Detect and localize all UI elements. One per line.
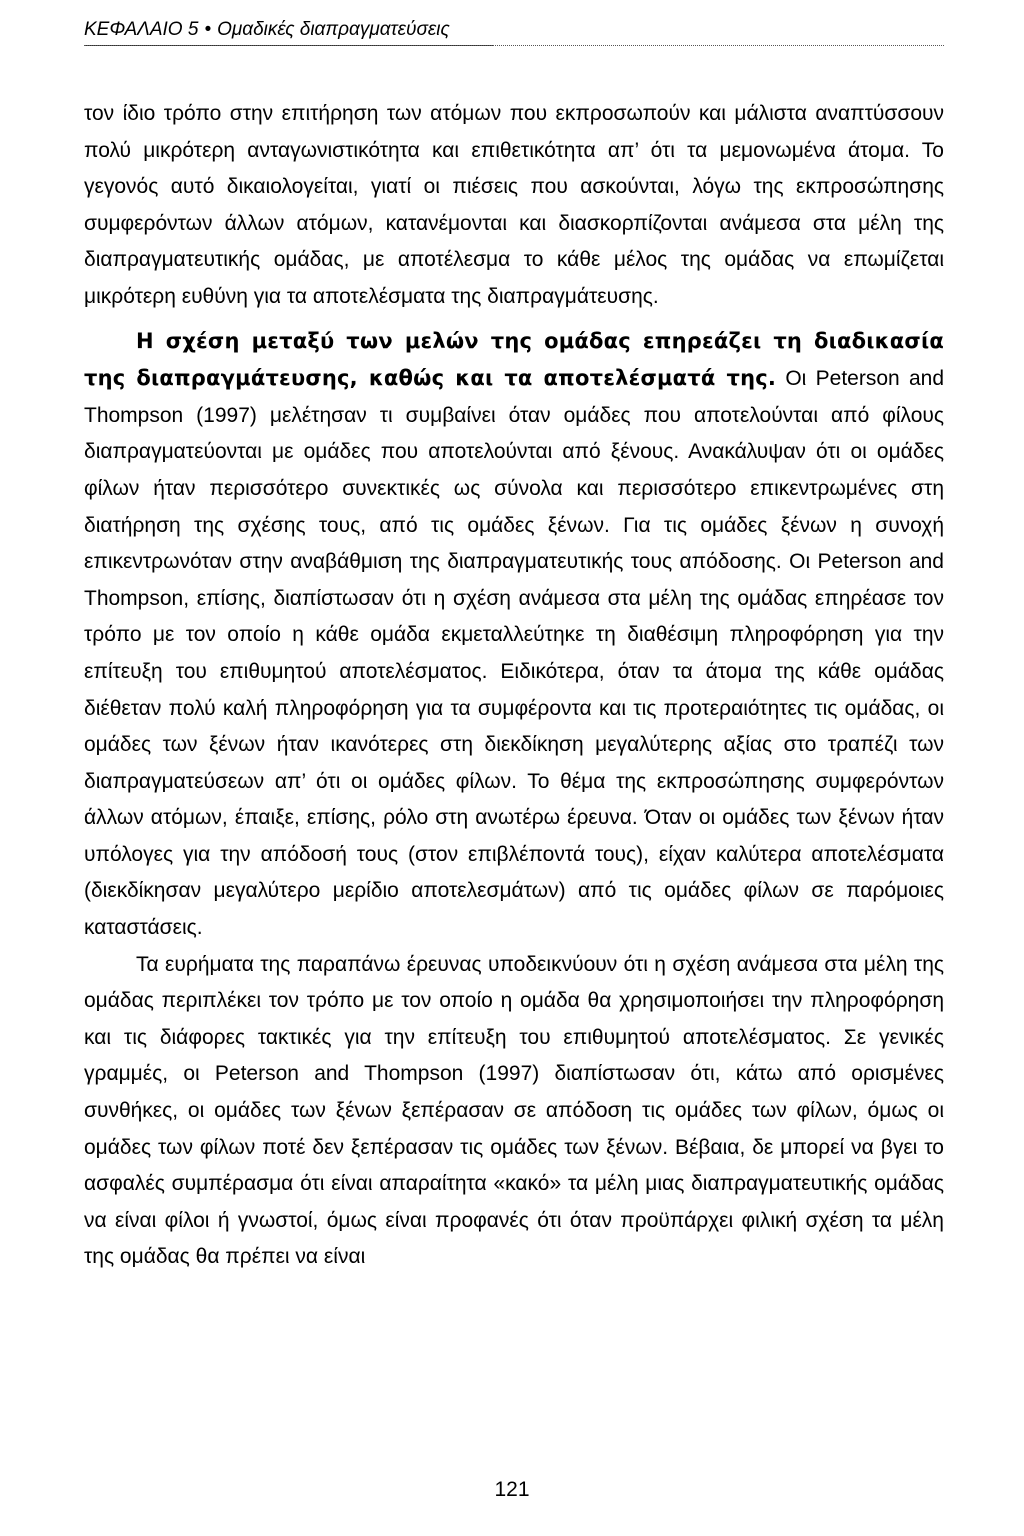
section-title: Ομαδικές διαπραγματεύσεις [217,19,450,40]
paragraph-1-text: τον ίδιο τρόπο στην επιτήρηση των ατόμων που εκπροσωπούν και μάλιστα αναπτύσσουν πολύ μικρότερη ανταγωνιστικότητα και επιθετικότητα απ’ ότι τα μεμονωμένα άτομα. Το γεγονός αυτό δικαιολογείται, γιατί οι πιέσεις που ασκούνται, λόγω της εκπροσώπησης συμφερόντων άλλων ατόμων, κατανέμονται και διασκορπίζονται ανάμεσα στα μέλη της διαπραγματευτικής ομάδας, με αποτέλεσμα το κάθε μέλος της ομάδας να επωμίζεται μικρότερη ευθύνη για τα αποτελέσματα της διαπραγμάτευσης. [84,102,944,308]
body-text [84,96,944,1276]
paragraph-3-text: Τα ευρήματα της παραπάνω έρευνας υποδεικνύουν ότι η σχέση ανάμεσα στα μέλη της ομάδας περιπλέκει τον τρόπο με τον οποίο η ομάδα θα χρησιμοποιήσει την πληροφόρηση και τις διάφορες τακτικές για την επίτευξη του επιθυμητού αποτελέσματος. Σε γενικές γραμμές, οι Peterson and Thompson (1997) διαπίστωσαν ότι, κάτω από ορισμένες συνθήκες, οι ομάδες των ξένων ξεπέρασαν σε απόδοση τις ομάδες των φίλων, όμως οι ομάδες των φίλων ποτέ δεν ξεπέρασαν τις ομάδες των ξένων. Βέβαια, δε μπορεί να βγει το ασφαλές συμπέρασμα ότι είναι απαραίτητα «κακό» τα μέλη μιας διαπραγματευτικής ομάδας να είναι φίλοι ή γνωστοί, όμως είναι προφανές ότι όταν προϋπάρχει φιλική σχέση τα μέλη της ομάδας θα πρέπει να είναι [84,952,944,1269]
paragraph-findings [84,947,944,1276]
paragraph-2-text: Οι Peterson and Thompson (1997) μελέτησαν τι συμβαίνει όταν ομάδες που αποτελούνται από φίλους διαπραγματεύονται με ομάδες που αποτελούνται από ξένους. Ανακάλυψαν ότι οι ομάδες φίλων ήταν περισσότερο συνεκτικές ως σύνολα και περισσότερο επικεντρωμένες στη διατήρηση της σχέσης τους, από τις ομάδες ξένων. Για τις ομάδες ξένων η συνοχή επικεντρωνόταν στην αναβάθμιση της διαπραγματευτικής τους απόδοσης. Οι Peterson and Thompson, επίσης, διαπίστωσαν ότι η σχέση ανάμεσα στα μέλη της ομάδας επηρέασε τον τρόπο με τον οποίο η κάθε ομάδα εκμεταλλεύτηκε τη διαθέσιμη πληροφόρηση για την επίτευξη του επιθυμητού αποτελέσματος. Ειδικότερα, όταν τα άτομα της κάθε ομάδας διέθεταν πολύ καλή πληροφόρηση για τα συμφέροντα και τις προτεραιότητες τις ομάδας, οι ομάδες των ξένων ήταν ικανότερες στη διεκδίκηση μεγαλύτερης αξίας στο τραπέζι των διαπραγματεύσεων απ’ ότι οι ομάδες φίλων. Το θέμα της εκπροσώπησης συμφερόντων άλλων ατόμων, έπαιξε, επίσης, ρόλο στη ανωτέρω έρευνα. Όταν οι ομάδες των ξένων ήταν υπόλογες για την απόδοσή τους (στον επιβλέποντά τους), είχαν καλύτερα αποτελέσματα (διεκδίκησαν μεγαλύτερο μερίδιο αποτελεσμάτων) από τις ομάδες φίλων σε παρόμοιες καταστάσεις. [84,367,944,940]
chapter-label: ΚΕΦΑΛΑΙΟ 5 [84,19,199,40]
page-number: 121 [494,1478,530,1501]
running-header [84,18,944,46]
header-separator: • [204,19,212,40]
paragraph-2-bold-lead: Η σχέση μεταξύ των μελών της ομάδας επηρεάζει τη διαδικασία της διαπραγμάτευσης, καθώς και τα αποτελέσματά της. [84,328,944,391]
paragraph-relationship [84,323,944,947]
paragraph-continued [84,96,944,316]
header-rule-dotted [84,45,944,46]
